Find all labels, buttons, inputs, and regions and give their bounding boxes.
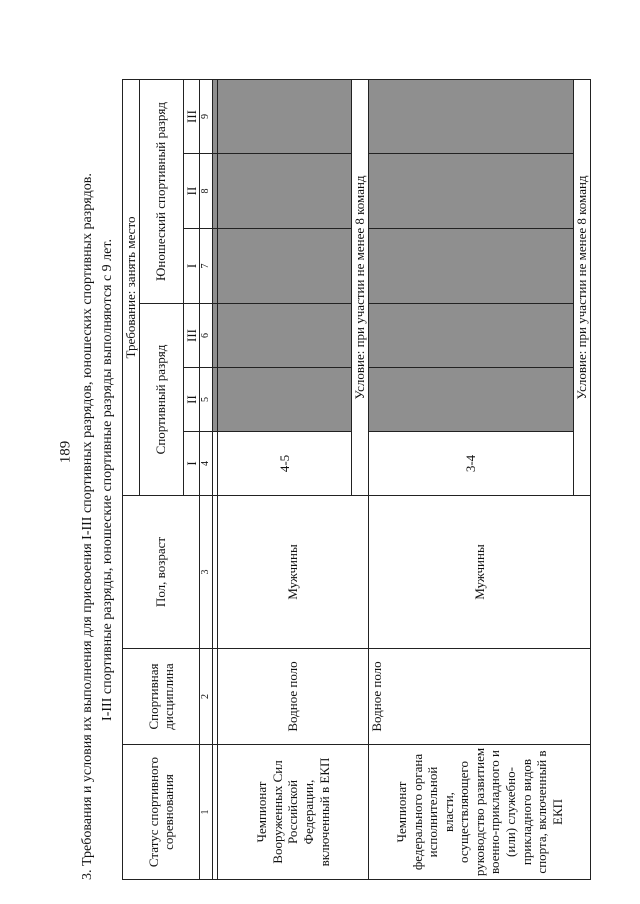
shaded-cell xyxy=(218,79,352,153)
header-requirement: Требование: занять место xyxy=(123,79,140,495)
column-number: 8 xyxy=(200,154,213,229)
header-rank-3: III xyxy=(183,304,200,368)
column-number: 7 xyxy=(200,229,213,304)
row-discipline: Водное поло xyxy=(218,649,369,745)
column-number: 5 xyxy=(200,368,213,432)
header-rank-1: I xyxy=(183,432,200,496)
column-number: 3 xyxy=(200,496,213,649)
shaded-cell xyxy=(369,79,574,153)
row-rank-1-place: 3-4 xyxy=(369,432,574,496)
page-number: 189 xyxy=(57,440,74,464)
row-status: Чемпионат федерального органа исполнительной власти, осуществляющего руководство развитием военно-прикладного и (или) служебно-прикладного видов спорта, включенный в ЕКП xyxy=(369,745,591,880)
shaded-cell xyxy=(369,304,574,368)
header-youth-rank: Юношеский спортивный разряд xyxy=(139,79,183,303)
row-status: Чемпионат Вооруженных Сил Российской Федерации, включенный в ЕКП xyxy=(218,745,369,880)
shaded-cell xyxy=(218,154,352,229)
header-sport-rank: Спортивный разряд xyxy=(139,304,183,496)
shaded-cell xyxy=(218,229,352,304)
header-youth-rank-2: II xyxy=(183,154,200,229)
column-number: 1 xyxy=(200,745,213,880)
header-rank-2: II xyxy=(183,368,200,432)
section-heading: 3. Требования и условия их выполнения для присвоения I-III спортивных разрядов, юношеских спортивных разрядов. xyxy=(80,173,95,880)
section-subheading: I-III спортивные разряды, юношеские спортивные разряды выполняются с 9 лет. xyxy=(100,239,115,721)
rotated-page-content xyxy=(80,80,590,880)
column-number: 2 xyxy=(200,649,213,745)
column-number: 4 xyxy=(200,432,213,496)
row-condition: Условие: при участии не менее 8 команд xyxy=(574,79,591,495)
row-gender-age: Мужчины xyxy=(369,496,591,649)
shaded-cell xyxy=(218,368,352,432)
column-number: 6 xyxy=(200,304,213,368)
column-number-row xyxy=(200,79,213,879)
requirements-table xyxy=(122,79,591,880)
row-gender-age: Мужчины xyxy=(218,496,369,649)
header-discipline: Спортивная дисциплина xyxy=(123,649,200,745)
column-number: 9 xyxy=(200,79,213,153)
row-discipline: Водное поло xyxy=(369,649,591,745)
header-youth-rank-1: I xyxy=(183,229,200,304)
header-youth-rank-3: III xyxy=(183,79,200,153)
table-row xyxy=(218,79,352,879)
table-row xyxy=(369,79,574,879)
shaded-cell xyxy=(369,154,574,229)
shaded-cell xyxy=(369,229,574,304)
row-rank-1-place: 4-5 xyxy=(218,432,352,496)
shaded-cell xyxy=(369,368,574,432)
header-gender-age: Пол, возраст xyxy=(123,496,200,649)
shaded-cell xyxy=(218,304,352,368)
header-status: Статус спортивного соревнования xyxy=(123,745,200,880)
row-condition: Условие: при участии не менее 8 команд xyxy=(352,79,369,495)
